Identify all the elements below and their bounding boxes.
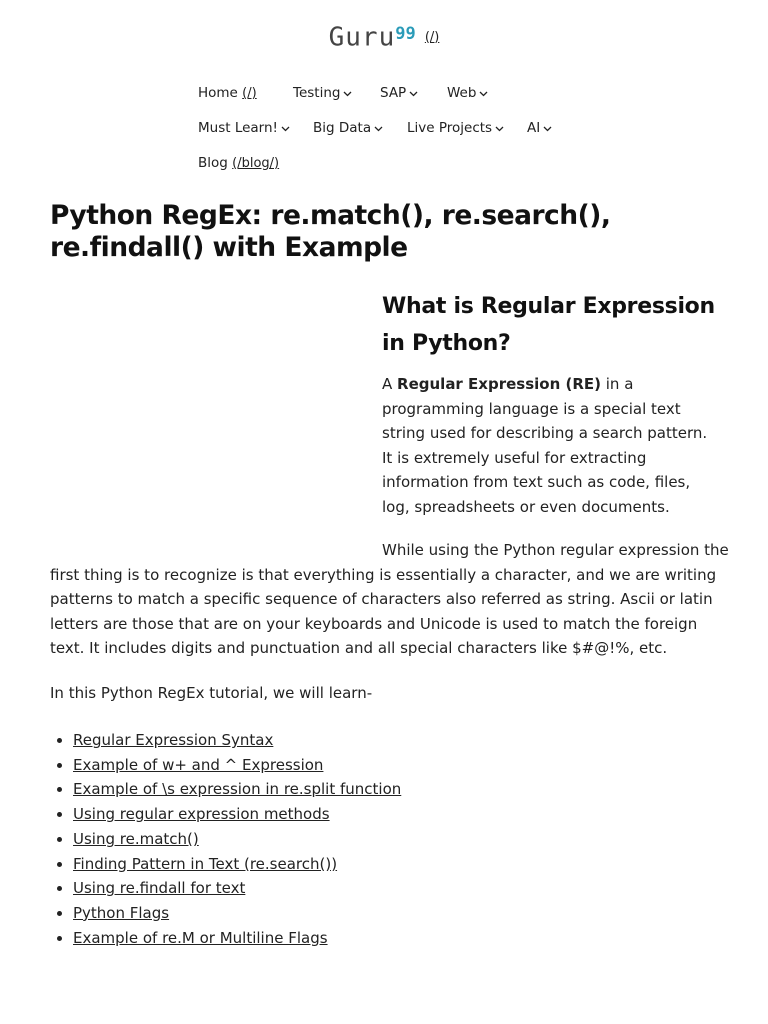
toc-link[interactable]: Using regular expression methods — [73, 805, 330, 824]
nav-item-big-data[interactable] — [313, 120, 383, 136]
section-heading: What is Regular Expression in Python? — [382, 294, 715, 356]
nav-home-label: Home — [198, 85, 238, 101]
chevron-down-icon — [479, 85, 488, 101]
nav-blog-href: (/blog/) — [232, 156, 280, 171]
logo-text: Guru — [328, 22, 396, 52]
definition-body: in a programming language is a special text string used for describing a search pattern. It is extremely useful for extracting information from text such as code, files, log, spreadsheets or even documents. — [382, 375, 708, 516]
list-item — [73, 852, 401, 877]
tutorial-intro: In this Python RegEx tutorial, we will learn- — [50, 684, 373, 702]
nav-ai-label: AI — [527, 120, 541, 136]
nav-must-learn-label: Must Learn! — [198, 120, 278, 136]
nav-item-web[interactable] — [447, 85, 488, 101]
toc-link[interactable]: Example of \s expression in re.split function — [73, 780, 402, 799]
nav-live-projects-label: Live Projects — [407, 120, 493, 136]
list-item — [73, 728, 401, 753]
chevron-down-icon — [409, 85, 418, 101]
definition-paragraph — [382, 372, 722, 520]
toc-link[interactable]: Regular Expression Syntax — [73, 731, 274, 749]
list-item — [73, 827, 401, 852]
guru99-logo[interactable] — [328, 22, 421, 52]
explanation-text: While using the Python regular expression the first thing is to recognize is that everything is essentially a character, and we are writing patterns to match a specific sequence of characters also referred as string. Ascii or latin letters are those that are on your keyboards and Unicode is used to match the foreign text. It includes digits and punctuation and all special characters like $#@!%, etc. — [50, 541, 729, 658]
nav-testing-label: Testing — [293, 85, 341, 101]
toc-link[interactable]: Using re.findall for text — [73, 879, 246, 898]
list-item — [73, 926, 401, 951]
list-item — [73, 901, 401, 926]
nav-sap-label: SAP — [380, 85, 407, 101]
site-header — [0, 22, 768, 52]
nav-big-data-label: Big Data — [313, 120, 372, 136]
list-item — [73, 876, 401, 901]
explanation-paragraph — [50, 538, 730, 661]
toc-link[interactable]: Python Flags — [73, 903, 170, 922]
nav-item-must-learn[interactable] — [198, 120, 290, 136]
toc-link[interactable]: Using re.match() — [73, 829, 199, 848]
definition-term: Regular Expression (RE) — [397, 375, 601, 393]
chevron-down-icon — [543, 120, 552, 136]
list-item — [73, 802, 401, 827]
nav-item-ai[interactable] — [527, 120, 552, 136]
list-item — [73, 753, 401, 778]
toc-link[interactable]: Example of re.M or Multiline Flags — [73, 928, 328, 947]
nav-item-sap[interactable] — [380, 85, 418, 101]
nav-item-testing[interactable] — [293, 85, 352, 101]
definition-lead: A — [382, 375, 398, 393]
logo-home-link[interactable]: (/) — [424, 29, 440, 45]
nav-item-home[interactable] — [198, 85, 257, 101]
nav-home-href: (/) — [242, 86, 257, 101]
list-item — [73, 777, 401, 802]
chevron-down-icon — [495, 120, 504, 136]
chevron-down-icon — [343, 85, 352, 101]
nav-blog-label: Blog — [198, 155, 228, 171]
toc-link[interactable]: Example of w+ and ^ Expression — [73, 755, 324, 774]
toc-link[interactable]: Finding Pattern in Text (re.search()) — [73, 854, 338, 873]
chevron-down-icon — [281, 120, 290, 136]
nav-item-live-projects[interactable] — [407, 120, 504, 136]
table-of-contents — [50, 728, 401, 950]
nav-item-blog[interactable] — [198, 155, 279, 171]
nav-web-label: Web — [447, 85, 477, 101]
chevron-down-icon — [374, 120, 383, 136]
logo-superscript: 99 — [395, 24, 416, 44]
page-title: Python RegEx: re.match(), re.search(), re.findall() with Example — [50, 200, 611, 263]
